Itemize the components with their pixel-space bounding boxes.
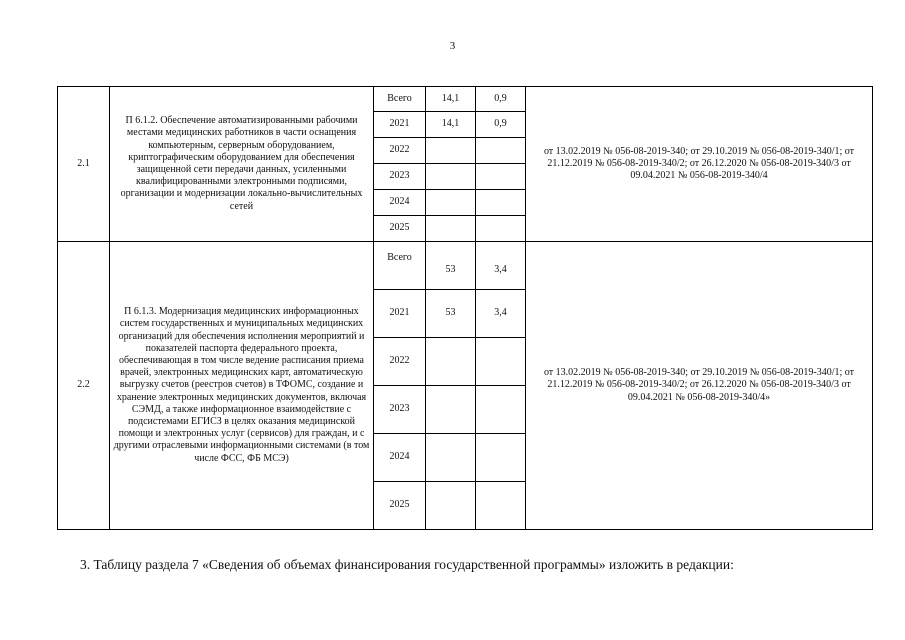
year-label: 2022 bbox=[374, 138, 426, 164]
value-cell bbox=[426, 434, 476, 482]
value-cell bbox=[476, 164, 526, 190]
value-cell: 0,9 bbox=[476, 87, 526, 112]
value-cell bbox=[476, 138, 526, 164]
value-cell: 53 bbox=[426, 290, 476, 338]
year-label: 2021 bbox=[374, 290, 426, 338]
table-row bbox=[58, 87, 873, 112]
section-instruction: 3. Таблицу раздела 7 «Сведения об объемах финансирования государственной программы» изложить в редакции: bbox=[80, 557, 734, 572]
year-label: 2024 bbox=[374, 434, 426, 482]
value-cell bbox=[426, 138, 476, 164]
value-cell: 0,9 bbox=[476, 112, 526, 138]
row-number: 2.2 bbox=[58, 242, 110, 530]
value-cell bbox=[426, 338, 476, 386]
value-cell bbox=[426, 482, 476, 530]
table-row bbox=[58, 242, 873, 290]
page-number: 3 bbox=[449, 40, 456, 52]
year-label: 2023 bbox=[374, 164, 426, 190]
value-cell bbox=[476, 338, 526, 386]
year-label: 2025 bbox=[374, 216, 426, 242]
agreement-docs: от 13.02.2019 № 056-08-2019-340; от 29.10.2019 № 056-08-2019-340/1; от 21.12.2019 № 056-08-2019-340/2; от 26.12.2020 № 056-08-2019-340/3 от 09.04.2021 № 056-08-2019-340/4 bbox=[526, 87, 873, 242]
year-label: 2025 bbox=[374, 482, 426, 530]
value-cell: 53 bbox=[426, 242, 476, 290]
year-label: 2023 bbox=[374, 386, 426, 434]
value-cell bbox=[476, 190, 526, 216]
agreement-docs: от 13.02.2019 № 056-08-2019-340; от 29.10.2019 № 056-08-2019-340/1; от 21.12.2019 № 056-08-2019-340/2; от 26.12.2020 № 056-08-2019-340/3 от 09.04.2021 № 056-08-2019-340/4» bbox=[526, 242, 873, 530]
program-table bbox=[57, 86, 873, 530]
value-cell: 14,1 bbox=[426, 112, 476, 138]
row-number: 2.1 bbox=[58, 87, 110, 242]
value-cell bbox=[426, 190, 476, 216]
year-label: Всего bbox=[374, 242, 426, 290]
value-cell bbox=[426, 164, 476, 190]
value-cell bbox=[476, 216, 526, 242]
year-label: 2022 bbox=[374, 338, 426, 386]
year-label: 2024 bbox=[374, 190, 426, 216]
value-cell bbox=[476, 434, 526, 482]
value-cell: 3,4 bbox=[476, 290, 526, 338]
year-label: 2021 bbox=[374, 112, 426, 138]
measure-name: П 6.1.3. Модернизация медицинских информационных систем государственных и муниципальных медицинских организаций для обеспечения исполнения мероприятий и показателей паспорта федерального проекта, обеспечивающая в том числе ведение расписания приема врачей, электронных медицинских карт, автоматическую выгрузку счетов (реестров счетов) в ТФОМС, создание и хранение электронных медицинских документов, включая СЭМД, а также информационное взаимодействие с подсистемами ЕГИСЗ в целях оказания медицинской помощи и электронных услуг (сервисов) для граждан, и с другими отраслевыми информационными системами (в том числе ФСС, ФБ МСЭ) bbox=[110, 242, 374, 530]
year-label: Всего bbox=[374, 87, 426, 112]
value-cell bbox=[426, 386, 476, 434]
value-cell: 3,4 bbox=[476, 242, 526, 290]
value-cell bbox=[476, 482, 526, 530]
measure-name: П 6.1.2. Обеспечение автоматизированными рабочими местами медицинских работников в части оснащения компьютерным, серверным оборудованием, криптографическим оборудованием для обеспечения защищенной сети передачи данных, усиленными квалифицированными электронными подписями, организации и модернизации локально-вычислительных сетей bbox=[110, 87, 374, 242]
value-cell bbox=[426, 216, 476, 242]
value-cell bbox=[476, 386, 526, 434]
value-cell: 14,1 bbox=[426, 87, 476, 112]
